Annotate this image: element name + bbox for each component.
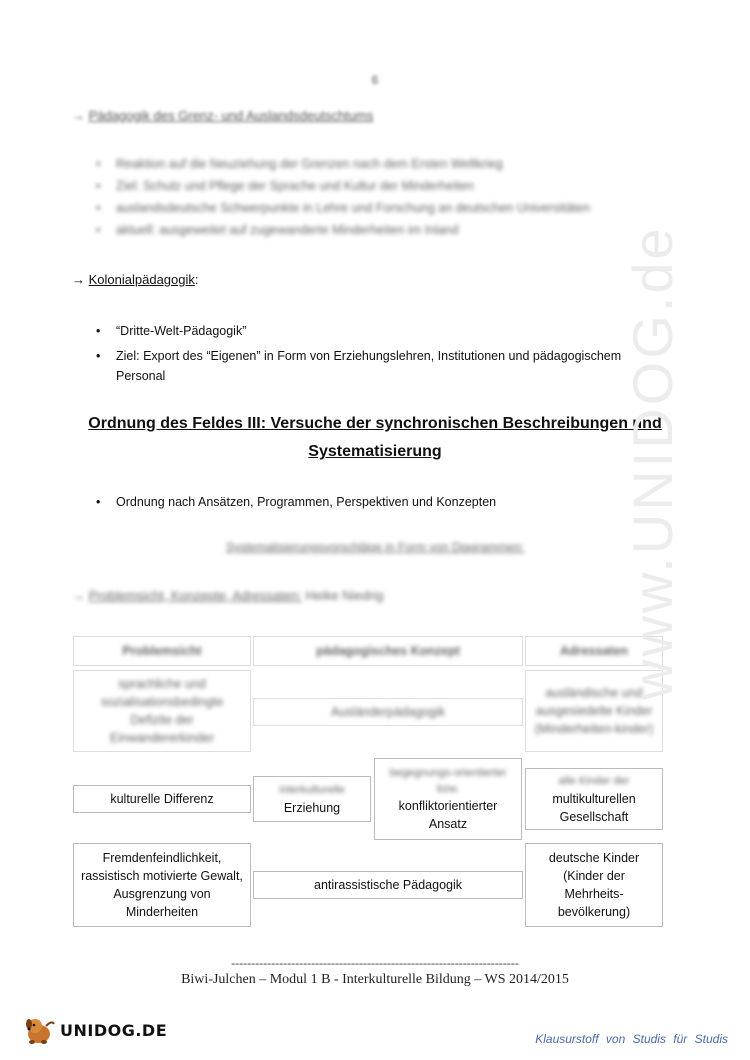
cell-addressee-r3 — [525, 843, 663, 927]
tagline: Klausurstoff von Studis für Studis — [535, 1032, 728, 1046]
unidog-logo[interactable] — [22, 1014, 167, 1046]
bullet-list-ordnung — [96, 491, 496, 513]
cell-text: konfliktorientierter Ansatz — [398, 799, 498, 831]
logo-text: UNIDOG.DE — [60, 1020, 168, 1040]
cell-problem-r3 — [73, 843, 251, 927]
bullet-list-grenz — [96, 153, 590, 241]
diagram-caption: Systematisierungsvorschläge in Form von Diagrammen: — [225, 540, 525, 554]
footer-text: Biwi-Julchen – Modul 1 B - Interkulturelle Bildung – WS 2014/2015 — [181, 972, 569, 987]
bullet-list-kolonial — [96, 320, 666, 386]
list-item: • Ziel: Schutz und Pflege der Sprache und Kultur der Minderheiten — [96, 175, 590, 197]
subheading-author: Heike Niedrig — [305, 588, 384, 603]
watermark: www.UNIDOG.de — [621, 225, 684, 700]
section-heading-grenz — [72, 108, 373, 123]
cell-text: antirassistische Pädagogik — [314, 878, 462, 892]
cell-text: deutsche Kinder (Kinder der Mehrheits-bevölkerung) — [548, 851, 640, 919]
cell-problem-r1 — [73, 670, 251, 752]
cell-problem-r2 — [73, 785, 251, 813]
cell-text: Erziehung — [283, 801, 341, 815]
list-item: • Reaktion auf die Neuziehung der Grenzen nach dem Ersten Weltkrieg — [96, 153, 590, 175]
section-heading-kolonial — [72, 272, 199, 287]
cell-text: ausländische und ausgesiedelte Kinder (Minderheiten-kinder) — [534, 686, 654, 736]
cell-text-blur: alle Kinder der — [558, 775, 630, 787]
diagram-subheading — [72, 588, 383, 603]
list-item: • “Dritte-Welt-Pädagogik” — [96, 320, 666, 342]
cell-text-blur: interkulturelle — [279, 784, 345, 796]
cell-text: kulturelle Differenz — [110, 792, 214, 806]
cell-concept-r2b — [374, 758, 522, 840]
header-label: Problemsicht — [122, 644, 202, 658]
cell-addressee-r2 — [525, 768, 663, 830]
arrow-icon: → — [72, 588, 85, 603]
list-item: • Ordnung nach Ansätzen, Programmen, Perspektiven und Konzepten — [96, 491, 496, 513]
cell-concept-r2a — [253, 776, 371, 822]
heading-suffix: : — [194, 272, 199, 287]
list-item: • Ziel: Export des “Eigenen” in Form von Erziehungslehren, Institutionen und pädagogischem Personal — [96, 346, 666, 386]
cell-text: multikulturellen Gesellschaft — [552, 792, 636, 824]
list-item: • aktuell: ausgeweitet auf zugewanderte Minderheiten im Inland — [96, 219, 590, 241]
list-item: • auslandsdeutsche Schwerpunkte in Lehre und Forschung an deutschen Universitäten — [96, 197, 590, 219]
section-title: Ordnung des Feldes III: Versuche der synchronischen Beschreibungen und Systematisierung — [88, 415, 662, 460]
heading-underlined: Kolonialpädagogik — [88, 272, 195, 287]
cell-concept-r1 — [253, 698, 523, 726]
heading-link: Pädagogik des Grenz- und Auslandsdeutschtums — [88, 108, 374, 123]
header-label: pädagogisches Konzept — [316, 644, 460, 658]
subheading-link: Problemsicht, Konzepte, Adressaten: — [88, 588, 302, 603]
arrow-icon: → — [72, 272, 85, 287]
cell-text-blur: begegnungs-orientierter bzw. — [389, 767, 507, 795]
dog-icon — [22, 1014, 56, 1046]
footer-separator: ------------------------------------------------------------------------ — [231, 956, 519, 970]
header-label: Adressaten — [559, 644, 629, 658]
cell-text: Fremdenfeindlichkeit, rassistisch motivierte Gewalt, Ausgrenzung von Minderheiten — [81, 851, 243, 919]
cell-concept-r3 — [253, 871, 523, 899]
cell-text: sprachliche und sozialisationsbedingte Defizite der Einwandererkinder — [100, 677, 224, 745]
cell-text: Ausländerpädagogik — [331, 705, 445, 719]
header-problemsicht — [73, 636, 251, 666]
arrow-icon: → — [72, 108, 85, 123]
page-number: 6 — [371, 73, 379, 87]
header-konzept — [253, 636, 523, 666]
